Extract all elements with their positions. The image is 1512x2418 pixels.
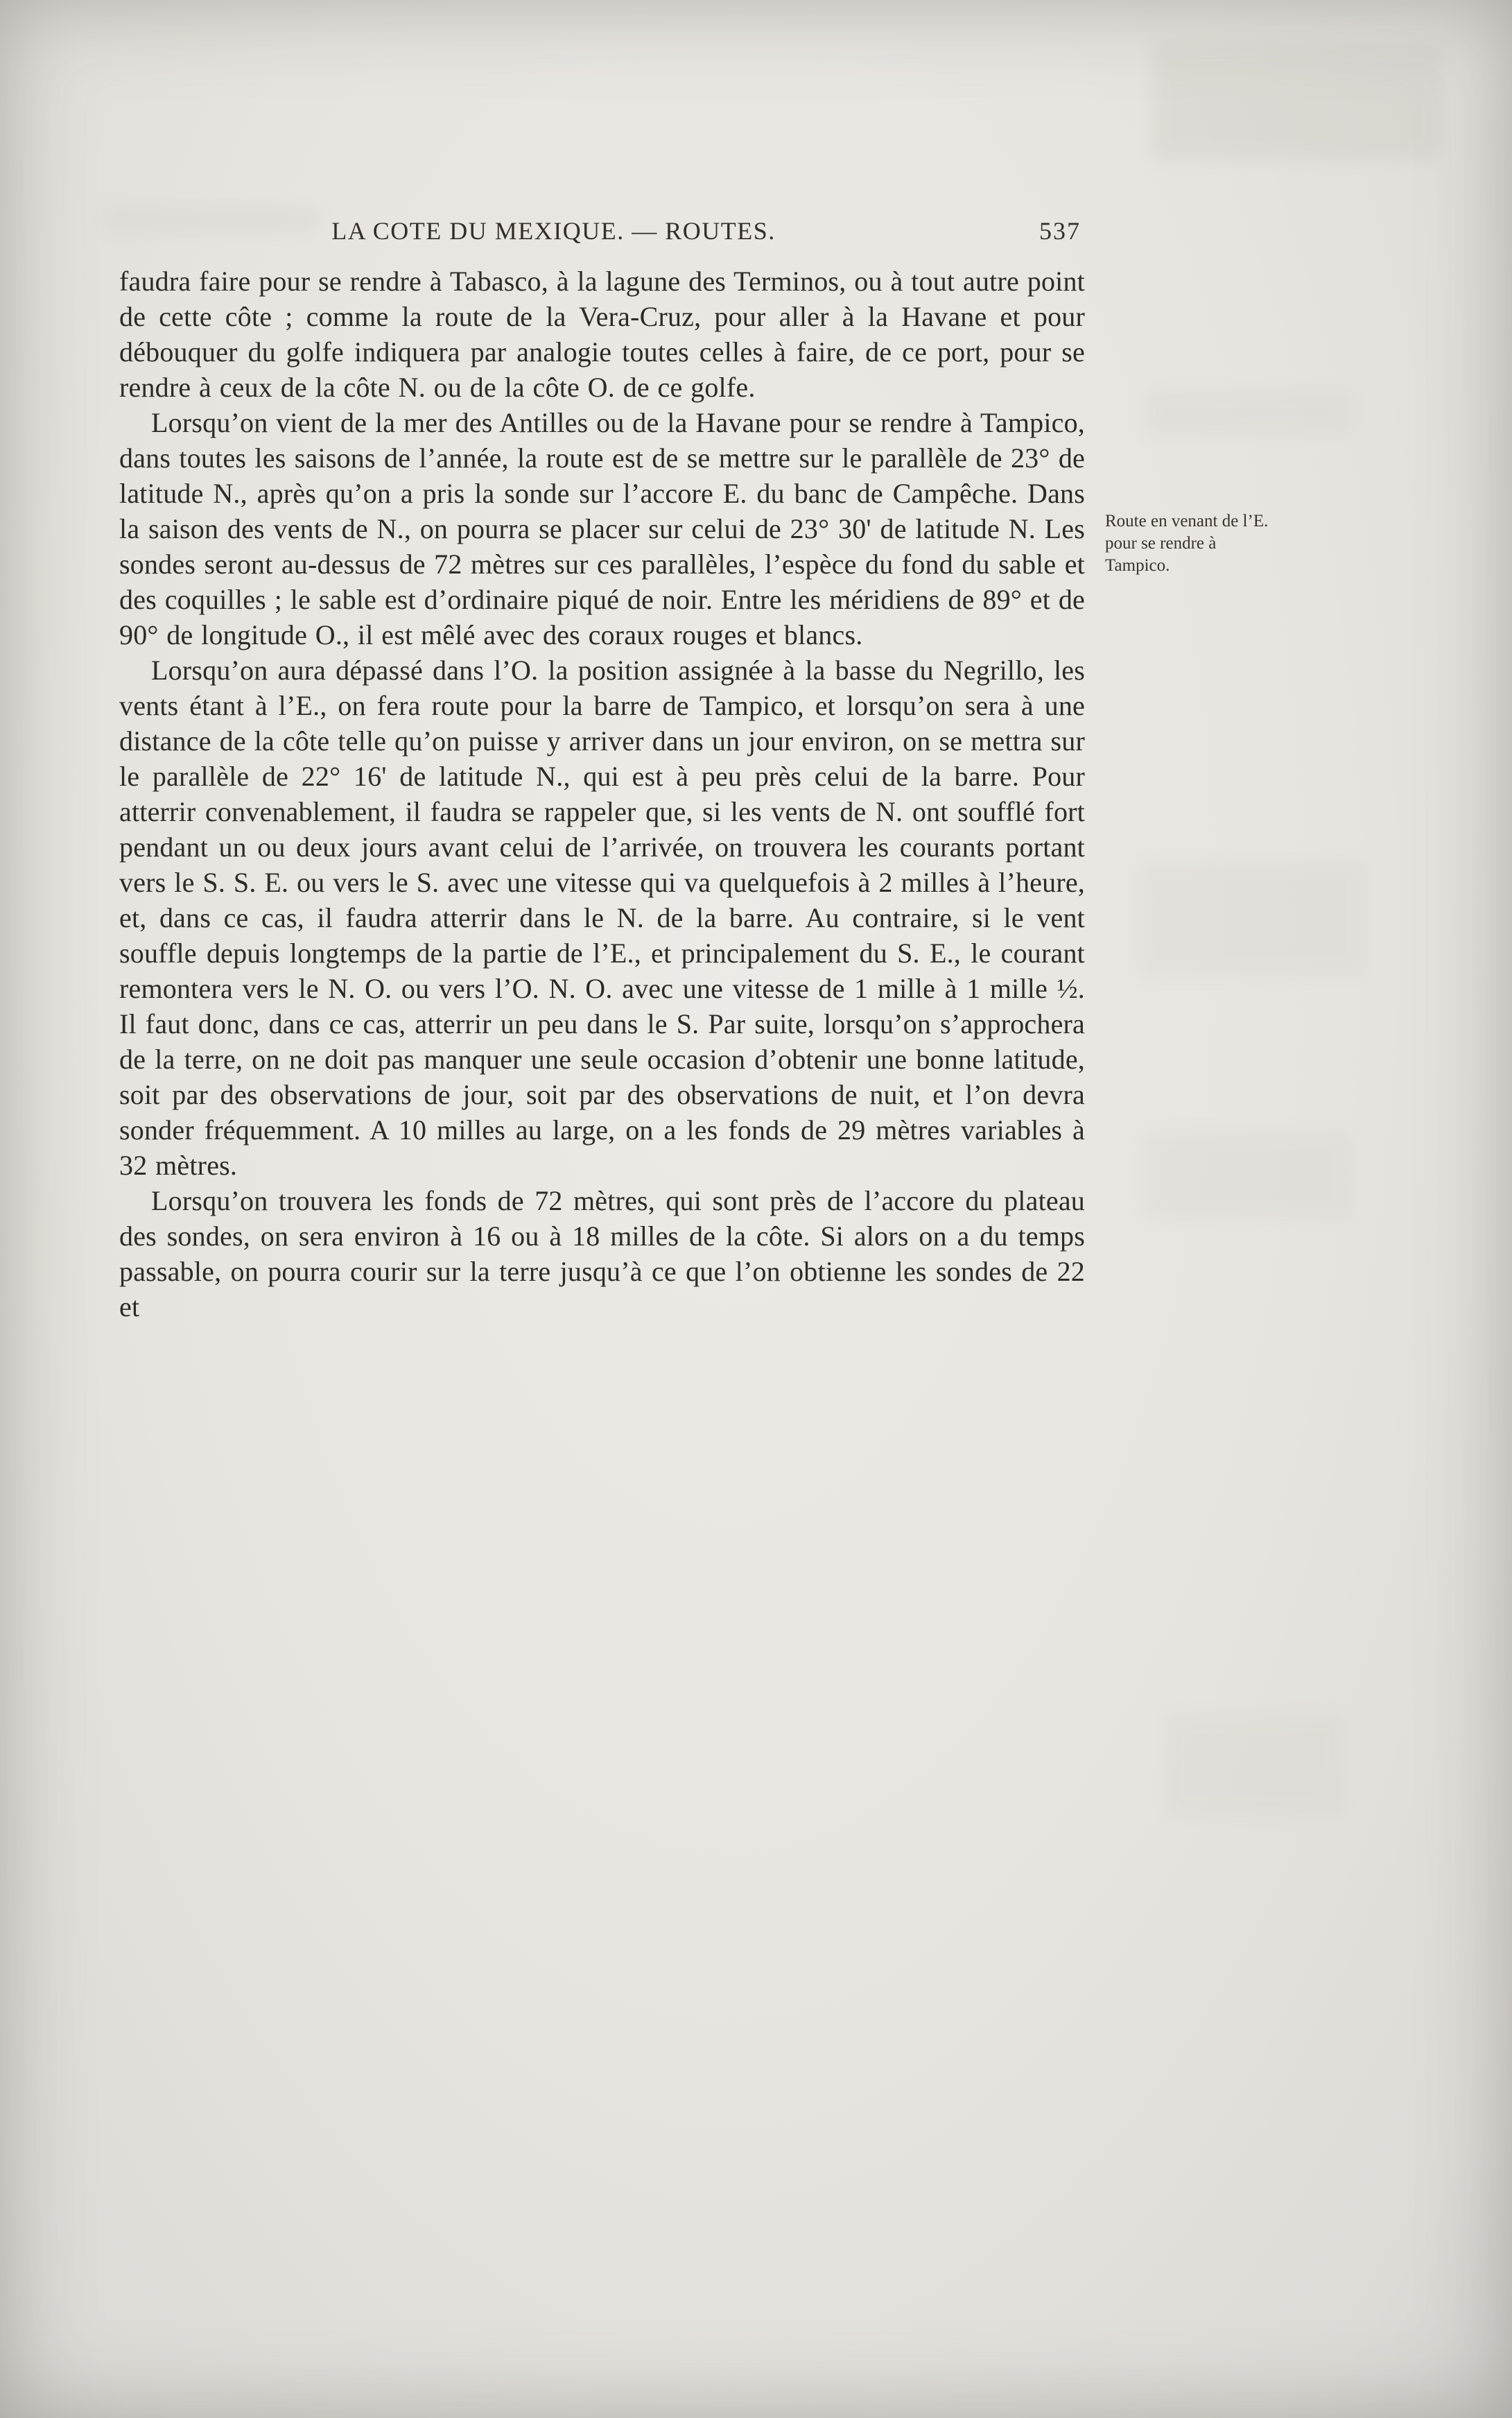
- show-through-artifact: [1144, 388, 1352, 437]
- paragraph: faudra faire pour se rendre à Tabasco, à la lagune des Terminos, ou à tout autre point de cette côte ; comme la route de la Vera-Cruz, pour aller à la Havane et pour débouquer du golfe indiquera par analogie toutes celles à faire, de ce port, pour se rendre à ceux de la côte N. ou de la côte O. de ce golfe.: [119, 266, 1085, 403]
- paragraph: Lorsqu’on vient de la mer des Antilles ou de la Havane pour se rendre à Tampico, dans toutes les saisons de l’année, la route est de se mettre sur le parallèle de 23° de latitude N., après qu’on a pris la sonde sur l’accore E. du banc de Campêche. Dans la saison des vents de N., on pourra se placer sur celui de 23° 30' de latitude N. Les sondes seront au-dessus de 72 mètres sur ces parallèles, l’espèce du fond du sable et des coquilles ; le sable est d’ordinaire piqué de noir. Entre les méridiens de 89° et de 90° de longitude O., il est mêlé avec des coraux rouges et blancs.: [119, 407, 1085, 650]
- paragraph: Lorsqu’on trouvera les fonds de 72 mètres, qui sont près de l’accore du plateau des sondes, on sera environ à 16 ou à 18 milles de la côte. Si alors on a du temps passable, on pourra courir sur la terre jusqu’à ce que l’on obtienne les sondes de 22 et: [119, 1185, 1085, 1322]
- show-through-artifact: [1151, 43, 1442, 161]
- show-through-artifact: [1165, 1713, 1345, 1817]
- page-header: [119, 216, 1085, 251]
- running-title: LA COTE DU MEXIQUE. — ROUTES.: [331, 217, 776, 245]
- show-through-artifact: [1144, 1130, 1352, 1220]
- paragraph: Lorsqu’on aura dépassé dans l’O. la position assignée à la basse du Negrillo, les vents étant à l’E., on fera route pour la barre de Tampico, et lorsqu’on sera à une distance de la côte telle qu’on puisse y arriver dans un jour environ, on se mettra sur le parallèle de 22° 16' de latitude N., qui est à peu près celui de la barre. Pour atterrir convenablement, il faudra se rappeler que, si les vents de N. ont soufflé fort pendant un ou deux jours avant celui de l’arrivée, on trouvera les courants portant vers le S. S. E. ou vers le S. avec une vitesse qui va quelquefois à 2 milles à l’heure, et, dans ce cas, il faudra atterrir dans le N. de la barre. Au contraire, si le vent souffle depuis longtemps de la partie de l’E., et principalement du S. E., le courant remontera vers le N. O. ou vers l’O. N. O. avec une vitesse de 1 mille à 1 mille ½. Il faut donc, dans ce cas, atterrir un peu dans le S. Par suite, lorsqu’on s’approchera de la terre, on ne doit pas manquer une seule occasion d’obtenir une bonne latitude, soit par des observations de jour, soit par des observations de nuit, et l’on devra sonder fréquemment. A 10 milles au large, on a les fonds de 29 mètres variables à 32 mètres.: [119, 655, 1085, 1181]
- show-through-artifact: [1137, 860, 1366, 978]
- body-text: [119, 264, 1085, 1324]
- page-number: 537: [1039, 217, 1081, 245]
- margin-note: Route en venant de l’E. pour se rendre à Tampico.: [1105, 512, 1269, 575]
